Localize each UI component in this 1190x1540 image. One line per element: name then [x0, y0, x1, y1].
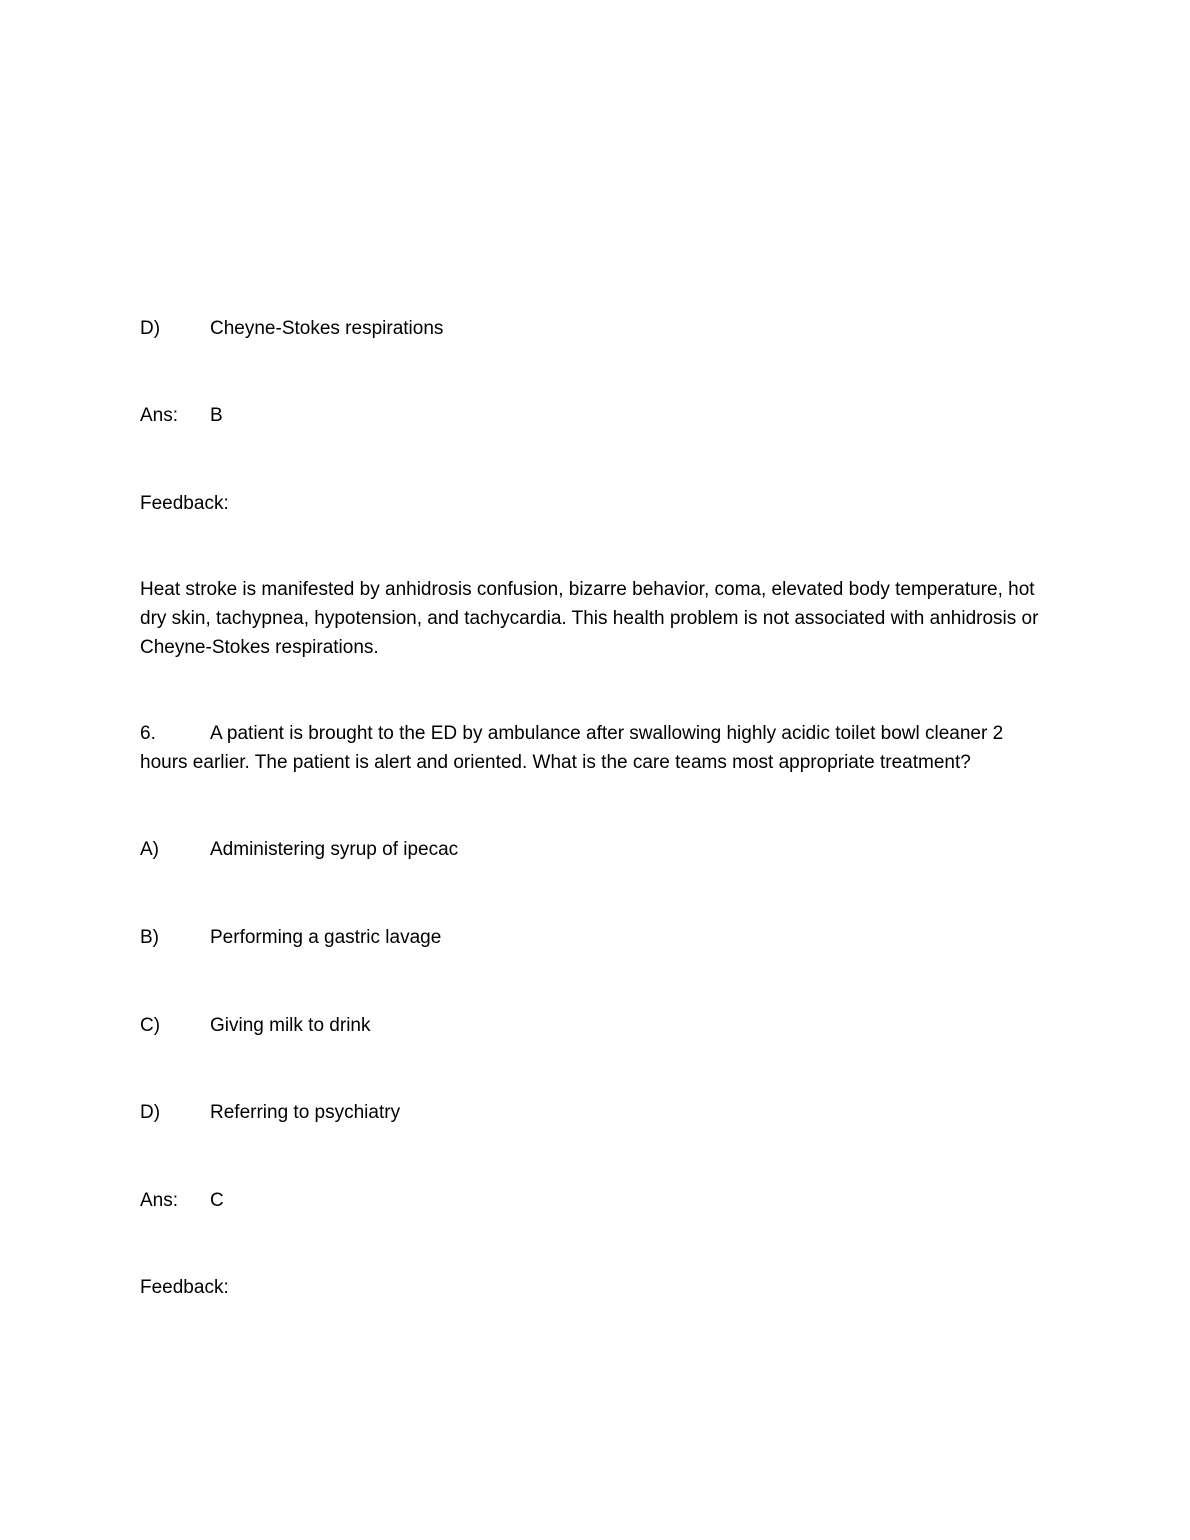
option-letter: D) — [140, 318, 161, 339]
prev-option-d — [140, 314, 443, 343]
prev-feedback-label: Feedback: — [140, 493, 229, 514]
option-d — [140, 1098, 400, 1127]
option-text: Performing a gastric lavage — [210, 927, 442, 948]
option-letter: C) — [140, 1015, 161, 1036]
prev-feedback-text: Heat stroke is manifested by anhidrosis confusion, bizarre behavior, coma, elevated body temperature, hot dry skin, tachypnea, hypotension, and tachycardia. This health problem is not associated with anhidrosis or Cheyne-Stokes respirations. — [140, 579, 1039, 658]
answer-label: Ans: — [140, 1190, 179, 1211]
answer — [140, 1186, 224, 1215]
option-text: Giving milk to drink — [210, 1015, 371, 1036]
option-letter: B) — [140, 927, 159, 948]
question-stem-first: A patient is brought to the ED by ambulance after swallowing highly acidic toilet bowl cleaner 2 — [210, 723, 1004, 744]
question-stem-line-1 — [140, 719, 1003, 748]
option-letter: A) — [140, 839, 159, 860]
question-stem-line-2: hours earlier. The patient is alert and oriented. What is the care teams most appropriate treatment? — [140, 752, 971, 773]
option-b — [140, 923, 441, 952]
option-a — [140, 835, 458, 864]
option-letter: D) — [140, 1102, 161, 1123]
answer-label: Ans: — [140, 405, 179, 426]
prev-answer — [140, 401, 223, 430]
option-c — [140, 1011, 371, 1040]
feedback-label: Feedback: — [140, 1277, 229, 1298]
option-text: Administering syrup of ipecac — [210, 839, 459, 860]
question-number: 6. — [140, 723, 156, 744]
answer-value: B — [210, 405, 223, 426]
answer-value: C — [210, 1190, 224, 1211]
option-text: Cheyne-Stokes respirations — [210, 318, 444, 339]
option-text: Referring to psychiatry — [210, 1102, 401, 1123]
